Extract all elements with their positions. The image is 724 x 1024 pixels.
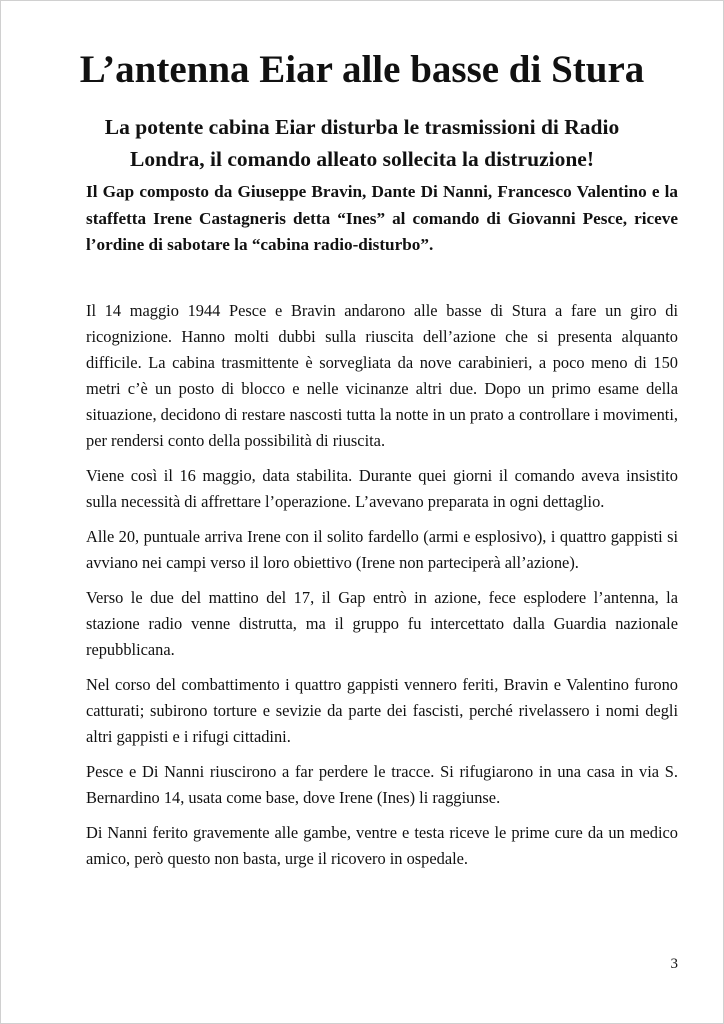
body-paragraph-7: Di Nanni ferito gravemente alle gambe, ventre e testa riceve le prime cure da un medico amico, però questo non basta, urge il ricovero in ospedale. <box>86 823 678 868</box>
body-paragraph-1: Il 14 maggio 1944 Pesce e Bravin andarono alle basse di Stura a fare un giro di ricognizione. Hanno molti dubbi sulla riuscita dell’azione che si presenta alquanto difficile. La cabina trasmittente è sorvegliata da nove carabinieri, a poco meno di 150 metri c’è un posto di blocco e nelle vicinanze altri due. Dopo un primo esame della situazione, decidono di restare nascosti tutta la notte in un prato a controllare i movimenti, per rendersi conto della possibilità di riuscita. <box>86 301 678 450</box>
body-paragraph-6: Pesce e Di Nanni riuscirono a far perdere le tracce. Si rifugiarono in una casa in via S. Bernardino 14, usata come base, dove Irene (Ines) li raggiunse. <box>86 762 678 807</box>
intro-paragraph: Il Gap composto da Giuseppe Bravin, Dante Di Nanni, Francesco Valentino e la staffetta Irene Castagneris detta “Ines” al comando di Giovanni Pesce, riceve l’ordine di sabotare la “cabina radio-disturbo”. <box>86 182 678 254</box>
body-paragraph-5: Nel corso del combattimento i quattro gappisti vennero feriti, Bravin e Valentino furono catturati; subirono torture e sevizie da parte dei fascisti, perché rivelassero i nomi degli altri gappisti e i rifugi cittadini. <box>86 675 678 746</box>
body-paragraph-3: Alle 20, puntuale arriva Irene con il solito fardello (armi e esplosivo), i quattro gappisti si avviano nei campi verso il loro obiettivo (Irene non parteciperà all’azione). <box>86 527 678 572</box>
body-paragraph-4: Verso le due del mattino del 17, il Gap entrò in azione, fece esplodere l’antenna, la stazione radio venne distrutta, ma il gruppo fu intercettato dalla Guardia nazionale repubblicana. <box>86 588 678 659</box>
page-number: 3 <box>670 956 678 972</box>
body-text <box>86 298 678 881</box>
page-subtitle: La potente cabina Eiar disturba le trasmissioni di Radio Londra, il comando alleato sollecita la distruzione! <box>104 115 620 171</box>
body-paragraph-2: Viene così il 16 maggio, data stabilita. Durante quei giorni il comando aveva insistito sulla necessità di affrettare l’operazione. L’avevano preparata in ogni dettaglio. <box>86 466 678 511</box>
page-title: L’antenna Eiar alle basse di Stura <box>79 48 645 91</box>
